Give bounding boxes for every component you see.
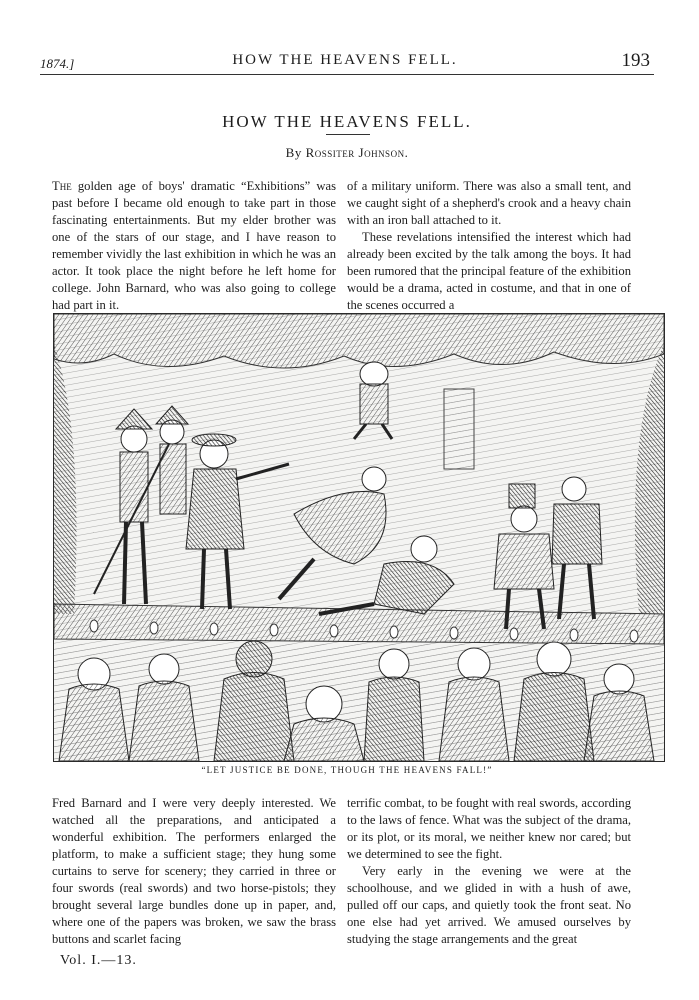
column-bottom-left (52, 795, 336, 948)
paragraph: Very early in the evening we were at the schoolhouse, and we glided in with a hush of awe, pulled off our caps, and quietly took the front seat. No one else had yet arrived. We amused ourselves by studying the stage arrangements and the great (347, 864, 631, 946)
column-top-right (347, 178, 631, 314)
byline (40, 145, 654, 161)
volume-signature: Vol. I.—13. (60, 953, 137, 968)
paragraph: Fred Barnard and I were very deeply interested. We watched all the preparations, and anticipated a wonderful exhibition. The performers enlarged the platform, to make a sufficient stage; they hung some curtains to serve for scenery; they carried in three or four swords (real swords) and two horse-pistols; they brought several large bundles done up in paper, and, where one of the papers was broken, we saw the brass buttons and scarlet facing (52, 796, 336, 946)
running-head-year: 1874.] (40, 56, 75, 71)
engraving-illustration (53, 313, 665, 762)
byline-prefix: By (285, 145, 306, 160)
column-bottom-right (347, 795, 631, 948)
column-top-left (52, 178, 336, 314)
running-head-title: HOW THE HEAVENS FELL. (232, 52, 458, 68)
title-rule (326, 134, 370, 135)
paragraph: These revelations intensified the interest which had already been excited by the talk among the boys. It had been rumored that the principal feature of the exhibition would be a drama, acted in costume, and that in one of the scenes occurred a (347, 230, 631, 312)
paragraph (52, 178, 336, 314)
page-number: 193 (621, 50, 650, 71)
illustration-caption: “LET JUSTICE BE DONE, THOUGH THE HEAVENS FALL!” (201, 765, 493, 775)
engraving-drawing (54, 314, 664, 761)
article-title: HOW THE HEAVENS FELL. (222, 112, 472, 131)
byline-author: Rossiter Johnson. (305, 145, 409, 160)
paragraph-text: golden age of boys' dramatic “Exhibitions” was past before I became old enough to take part in those fascinating entertainments. But my elder brother was one of the stars of our stage, and I have reason to remember vividly the last exhibition in which he was an actor. It took place the night before he left home for college. John Barnard, who was also going to college had part in it. (52, 179, 336, 312)
running-head-rule (40, 74, 654, 75)
running-head (40, 50, 650, 72)
paragraph: of a military uniform. There was also a small tent, and we caught sight of a shepherd's crook and a heavy chain with an iron ball attached to it. (347, 179, 631, 227)
lead-word: The (52, 179, 72, 193)
paragraph: terrific combat, to be fought with real swords, according to the laws of fence. What was the subject of the drama, or its plot, or its moral, we neither knew nor cared; but we determined to see the fight. (347, 796, 631, 861)
